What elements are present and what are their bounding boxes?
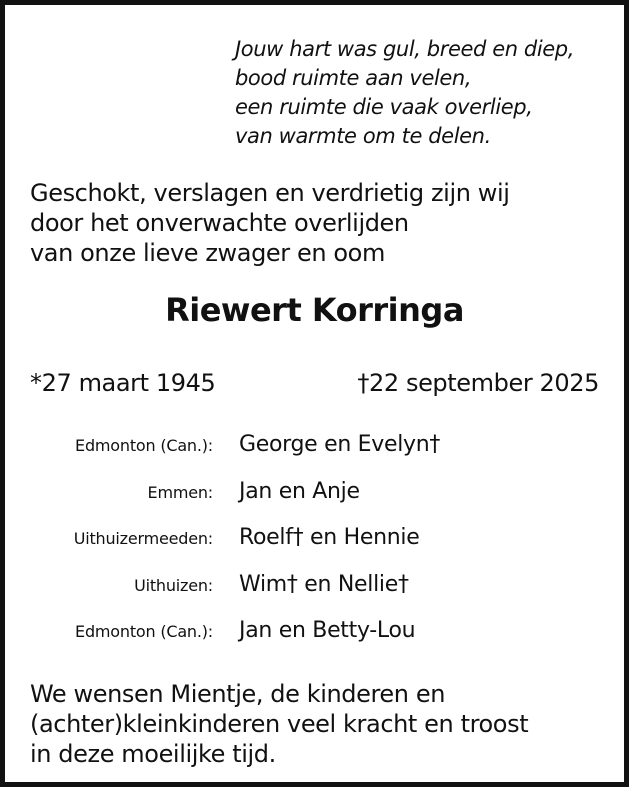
relative-place: Uithuizen: <box>134 575 213 595</box>
poem-line: bood ruimte aan velen, <box>235 66 472 90</box>
relative-place: Edmonton (Can.): <box>75 622 213 641</box>
intro-text <box>30 178 510 268</box>
relative-row <box>5 479 629 526</box>
relative-place: Emmen: <box>147 482 213 502</box>
relative-names: George en Evelyn† <box>239 432 441 457</box>
intro-line: door het onverwachte overlijden <box>30 209 409 237</box>
closing-line: in deze moeilijke tijd. <box>30 740 276 768</box>
birth-date: *27 maart 1945 <box>30 369 216 397</box>
relative-names: Roelf† en Hennie <box>239 525 420 550</box>
death-date: †22 september 2025 <box>357 369 599 397</box>
poem <box>235 35 574 151</box>
relative-row <box>5 572 629 619</box>
closing-line: We wensen Mientje, de kinderen en <box>30 680 446 708</box>
relative-place: Edmonton (Can.): <box>75 436 213 455</box>
relative-names: Jan en Anje <box>239 478 360 504</box>
deceased-name: Riewert Korringa <box>165 291 464 329</box>
poem-line: Jouw hart was gul, breed en diep, <box>235 37 575 61</box>
poem-line: van warmte om te delen. <box>235 124 491 148</box>
closing-line: (achter)kleinkinderen veel kracht en troost <box>30 710 529 738</box>
intro-line: van onze lieve zwager en oom <box>30 239 385 267</box>
dates-row <box>30 369 599 397</box>
relatives-list <box>5 432 629 665</box>
relative-names: Wim† en Nellie† <box>239 571 409 597</box>
relative-place: Uithuizermeeden: <box>73 529 213 548</box>
intro-line: Geschokt, verslagen en verdrietig zijn wij <box>30 179 510 207</box>
poem-line: een ruimte die vaak overliep, <box>235 95 533 119</box>
relative-names: Jan en Betty-Lou <box>239 618 416 643</box>
relative-row <box>5 525 629 572</box>
closing-text <box>30 679 528 769</box>
relative-row <box>5 432 629 479</box>
relative-row <box>5 618 629 665</box>
